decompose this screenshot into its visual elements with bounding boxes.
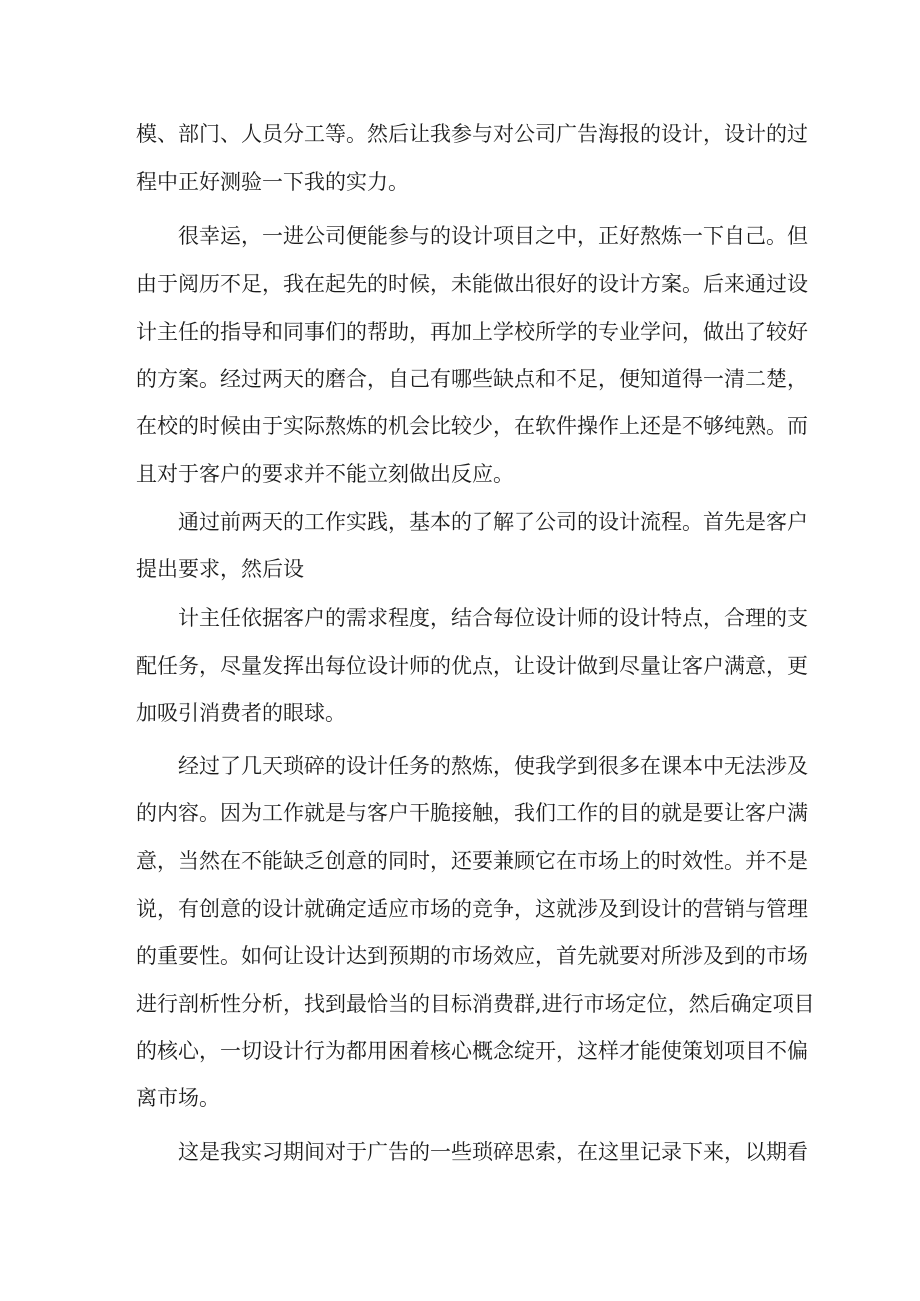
paragraph-2-line-4: 的方案。经过两天的磨合，自己有哪些缺点和不足，便知道得一清二楚， (136, 367, 808, 391)
paragraph-4-line-1: 计主任依据客户的需求程度，结合每位设计师的设计特点，合理的支 (178, 606, 808, 630)
paragraph-1-line-2: 程中正好测验一下我的实力。 (136, 170, 409, 194)
paragraph-4-line-3: 加吸引消费者的眼球。 (136, 701, 346, 725)
paragraph-2-line-2: 由于阅历不足，我在起先的时候，未能做出很好的设计方案。后来通过设 (136, 272, 808, 296)
paragraph-3-line-2: 提出要求，然后设 (136, 557, 304, 581)
paragraph-5-line-3: 意，当然在不能缺乏创意的同时，还要兼顾它在市场上的时效性。并不是 (136, 849, 808, 873)
paragraph-1-line-1: 模、部门、人员分工等。然后让我参与对公司广告海报的设计，设计的过 (136, 122, 808, 146)
paragraph-5-line-2: 的内容。因为工作就是与客户干脆接触，我们工作的目的就是要让客户满 (136, 801, 808, 825)
paragraph-2-line-1: 很幸运，一进公司便能参与的设计项目之中，正好熬炼一下自己。但 (178, 224, 808, 248)
paragraph-4-line-2: 配任务，尽量发挥出每位设计师的优点，让设计做到尽量让客户满意，更 (136, 654, 808, 678)
paragraph-2-line-5: 在校的时候由于实际熬炼的机会比较少，在软件操作上还是不够纯熟。而 (136, 414, 808, 438)
paragraph-5-line-5: 的重要性。如何让设计达到预期的市场效应，首先就要对所涉及到的市场 (136, 944, 808, 968)
paragraph-6-line-1: 这是我实习期间对于广告的一些琐碎思索，在这里记录下来，以期看 (178, 1140, 808, 1164)
paragraph-5-line-6: 进行剖析性分析，找到最恰当的目标消费群,进行市场定位，然后确定项目 (136, 992, 815, 1016)
paragraph-5-line-4: 说，有创意的设计就确定适应市场的竞争，这就涉及到设计的营销与管理 (136, 897, 808, 921)
paragraph-3-line-1: 通过前两天的工作实践，基本的了解了公司的设计流程。首先是客户 (178, 510, 808, 534)
paragraph-2-line-6: 且对于客户的要求并不能立刻做出反应。 (136, 462, 514, 486)
paragraph-2-line-3: 计主任的指导和同事们的帮助，再加上学校所学的专业学问，做出了较好 (136, 320, 808, 344)
paragraph-5-line-8: 离市场。 (136, 1086, 220, 1110)
paragraph-5-line-7: 的核心，一切设计行为都用困着核心概念绽开，这样才能使策划项目不偏 (136, 1039, 808, 1063)
paragraph-5-line-1: 经过了几天琐碎的设计任务的熬炼，使我学到很多在课本中无法涉及 (178, 754, 808, 778)
